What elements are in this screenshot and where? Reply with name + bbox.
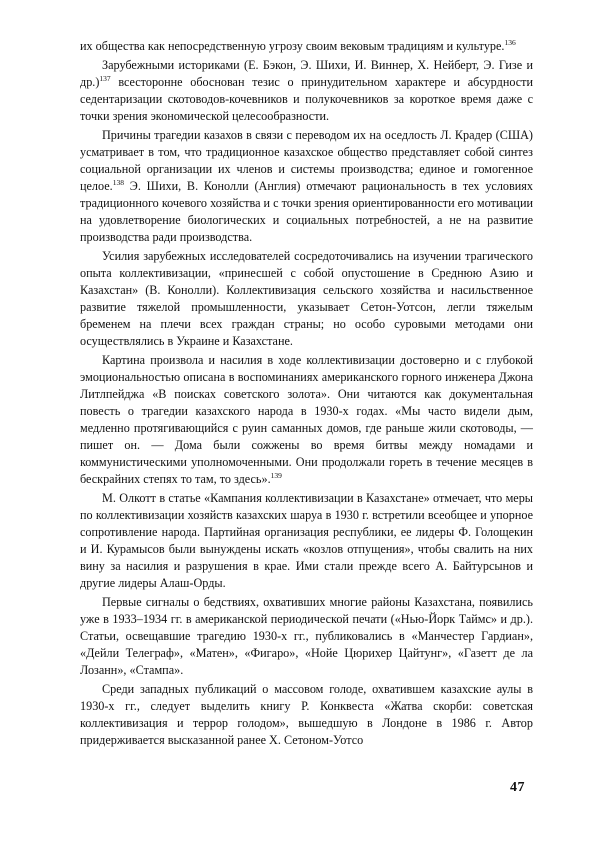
paragraph-p1 xyxy=(80,38,533,55)
paragraph-text: их общества как непосредственную угрозу своим вековым традициям и культуре. xyxy=(80,39,505,53)
paragraph-text: Среди западных публикаций о массовом голоде, охватившем казахские аулы в 1930-х гг., следует выделить книгу Р. Конквеста «Жатва скорби: советская коллективизация и террор голодом», вышедшую в Лондоне в 1986 г. Автор придерживается высказанной ранее Х. Сетоном-Уотсо xyxy=(80,682,533,747)
paragraph-text: Э. Шихи, В. Конолли (Англия) отмечают рациональность в тех условиях традиционного кочевого хозяйства и с точки зрения ориентированности его мотивации на удовлетворение биологических и социальных потребностей, а не на развитие производства ради производства. xyxy=(80,179,533,244)
paragraph-text: Первые сигналы о бедствиях, охвативших многие районы Казахстана, появились уже в 1933–1934 гг. в американской периодической печати («Нью-Йорк Таймс» и др.). Статьи, освещавшие трагедию 1930-х гг., публиковались в «Манчестер Гардиан», «Дейли Телеграф», «Матен», «Фигаро», «Нойе Цюрихер Цайтунг», «Газетт де ла Лозанн», «Стампа». xyxy=(80,595,533,677)
footnote-marker: 139 xyxy=(270,470,282,480)
body-text xyxy=(80,38,533,749)
paragraph-p6 xyxy=(80,490,533,592)
footnote-marker: 136 xyxy=(504,37,516,47)
paragraph-text: М. Олкотт в статье «Кампания коллективизации в Казахстане» отмечает, что меры по коллективизации хозяйств казахских шаруа в 1930 г. встретили всеобщее и упорное сопротивление народа. Партийная организация республики, ее лидеры Ф. Голощекин и И. Курамысов были вынуждены искать «козлов отпущения», чтобы свалить на них вину за насилия и разрушения в крае. Ими стали прежде всего А. Байтурсынов и другие лидеры Алаш-Орды. xyxy=(80,491,533,590)
paragraph-text: Усилия зарубежных исследователей сосредоточивались на изучении трагического опыта коллективизации, «принесшей с собой опустошение в Среднюю Азию и Казахстан» (В. Конолли). Коллективизация сельского хозяйства и насильственное развитие тяжелой промышленности, указывает Сетон-Уотсон, легли тяжелым бременем на плечи всех граждан страны; но особо суровыми методами они осуществлялись в Украине и Казахстане. xyxy=(80,249,533,348)
page-number: 47 xyxy=(510,780,525,795)
paragraph-p4 xyxy=(80,248,533,350)
paragraph-text: всесторонне обоснован тезис о принудительном характере и абсурдности седентаризации скотоводов-кочевников и полукочевников за короткое время даже с точки зрения экономической целесообразности. xyxy=(80,75,533,123)
paragraph-p5 xyxy=(80,352,533,488)
paragraph-p2 xyxy=(80,57,533,125)
paragraph-p7 xyxy=(80,594,533,679)
paragraph-text: Зарубежными историками (Е. Бэкон, Э. Шихи, И. Виннер, Х. Нейберт, Э. Гизе и др.) xyxy=(80,58,533,89)
paragraph-p8 xyxy=(80,681,533,749)
footnote-marker: 138 xyxy=(112,177,124,187)
footnote-marker: 137 xyxy=(99,73,111,83)
paragraph-text: Картина произвола и насилия в ходе коллективизации достоверно и с глубокой эмоциональностью описана в воспоминаниях американского горного инженера Джона Литлпейджа «В поисках советского золота». Они читаются как документальная повесть о трагедии казахского народа в 1930-х годах. «Мы часто видели дым, медленно протягивающийся с руин саманных домов, где раньше жили скотоводы, — пишет он. — Дома были сожжены во время битвы между номадами и коммунистическими уполномоченными. Они продолжали гореть в течение месяцев в бескрайних степях то там, то здесь». xyxy=(80,353,533,486)
paragraph-p3 xyxy=(80,127,533,246)
paragraph-text: Причины трагедии казахов в связи с переводом их на оседлость Л. Крадер (США) усматривает в том, что традиционное казахское общество представляет собой синтез социальной организации их членов и системы производства; единое и гомогенное целое. xyxy=(80,128,533,193)
